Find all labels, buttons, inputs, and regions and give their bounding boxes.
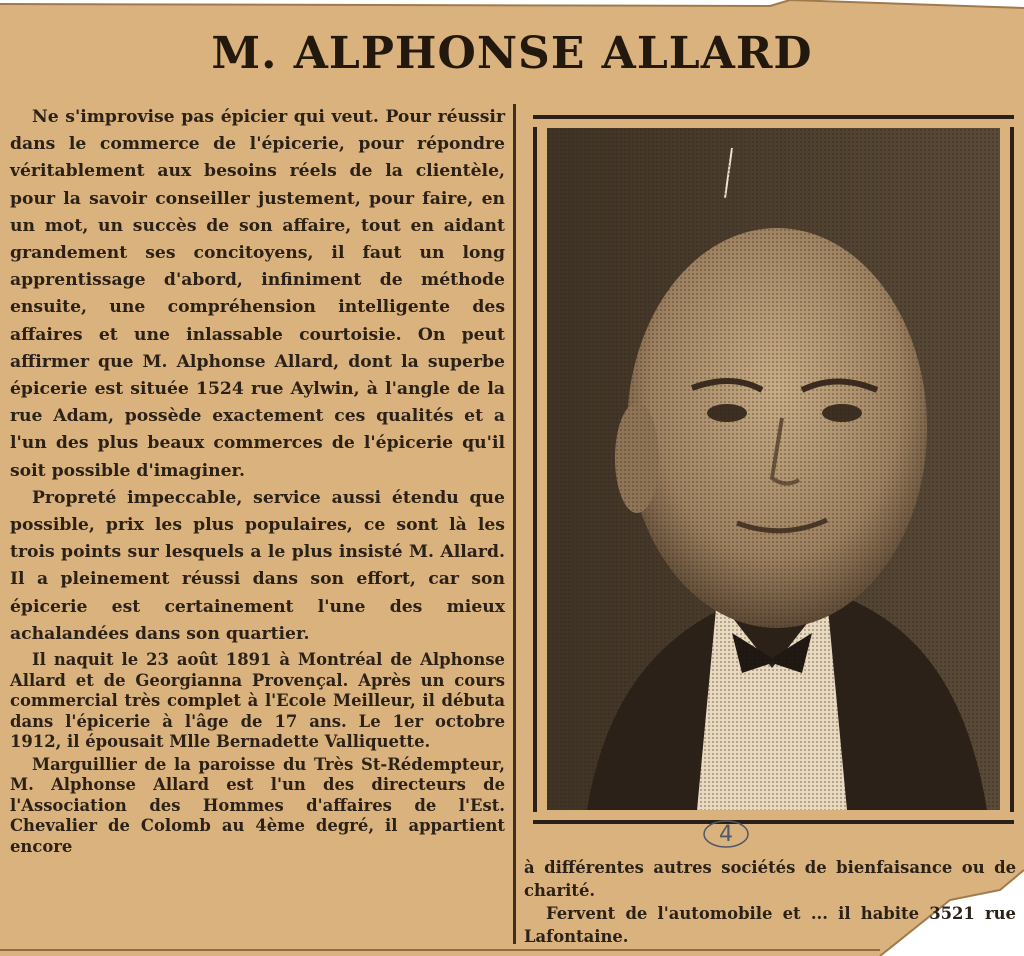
photo-frame-left-rule (533, 127, 537, 812)
paragraph-birth: Il naquit le 23 août 1891 à Montréal de Alphonse Allard et de Georgianna Provençal. Après un cours commercial très complet à l'Ecole Meilleur, il débuta dans l'épicerie à l'âge de 17 ans. Le 1er octobre 1912, il épousait Mlle Bernadette Valliquette. (10, 650, 505, 752)
column-divider (513, 104, 516, 944)
paragraph-automobile: Fervent de l'automobile et ... il habite 3521 rue Lafontaine. (524, 904, 1016, 946)
paragraph-churchwarden: Marguillier de la paroisse du Très St-Rédempteur, M. Alphonse Allard est l'un des directeurs de l'Association des Hommes d'affaires de l'Est. Chevalier de Colomb au 4ème degré, il appartient encore (10, 754, 505, 856)
article-right-column (524, 856, 1016, 948)
paragraph-intro: Ne s'improvise pas épicier qui veut. Pour réussir dans le commerce de l'épicerie, pour répondre véritablement aux besoins réels de la clientèle, pour la savoir conseiller justement, pour faire, en un mot, un succès de son affaire, tout en aidant grandement ses concitoyens, il faut un long apprentissage d'abord, infiniment de méthode ensuite, une compréhension intelligente des affaires et une inlassable courtoisie. On peut affirmer que M. Alphonse Allard, dont la superbe épicerie est située 1524 rue Aylwin, à l'angle de la rue Adam, possède exactement ces qualités et a l'un des plus beaux commerces de l'épicerie qu'il soit possible d'imaginer. (10, 107, 505, 481)
portrait-photo (547, 128, 1000, 810)
photo-frame-right-rule (1010, 127, 1014, 812)
paragraph-societies: à différentes autres sociétés de bienfaisance ou de charité. (524, 858, 1016, 900)
handwritten-number: 4 (719, 821, 733, 847)
circle-mark-icon (702, 818, 750, 850)
paragraph-cleanliness: Propreté impeccable, service aussi étendu que possible, prix les plus populaires, ce sont là les trois points sur lesquels a le plus insisté M. Allard. Il a pleinement réussi dans son effort, car son épicerie est certainement l'une des mieux achalandées dans son quartier. (10, 487, 505, 644)
headline: M. ALPHONSE ALLARD (211, 28, 813, 79)
handwritten-page-number (702, 818, 750, 850)
article-left-column (10, 104, 505, 857)
